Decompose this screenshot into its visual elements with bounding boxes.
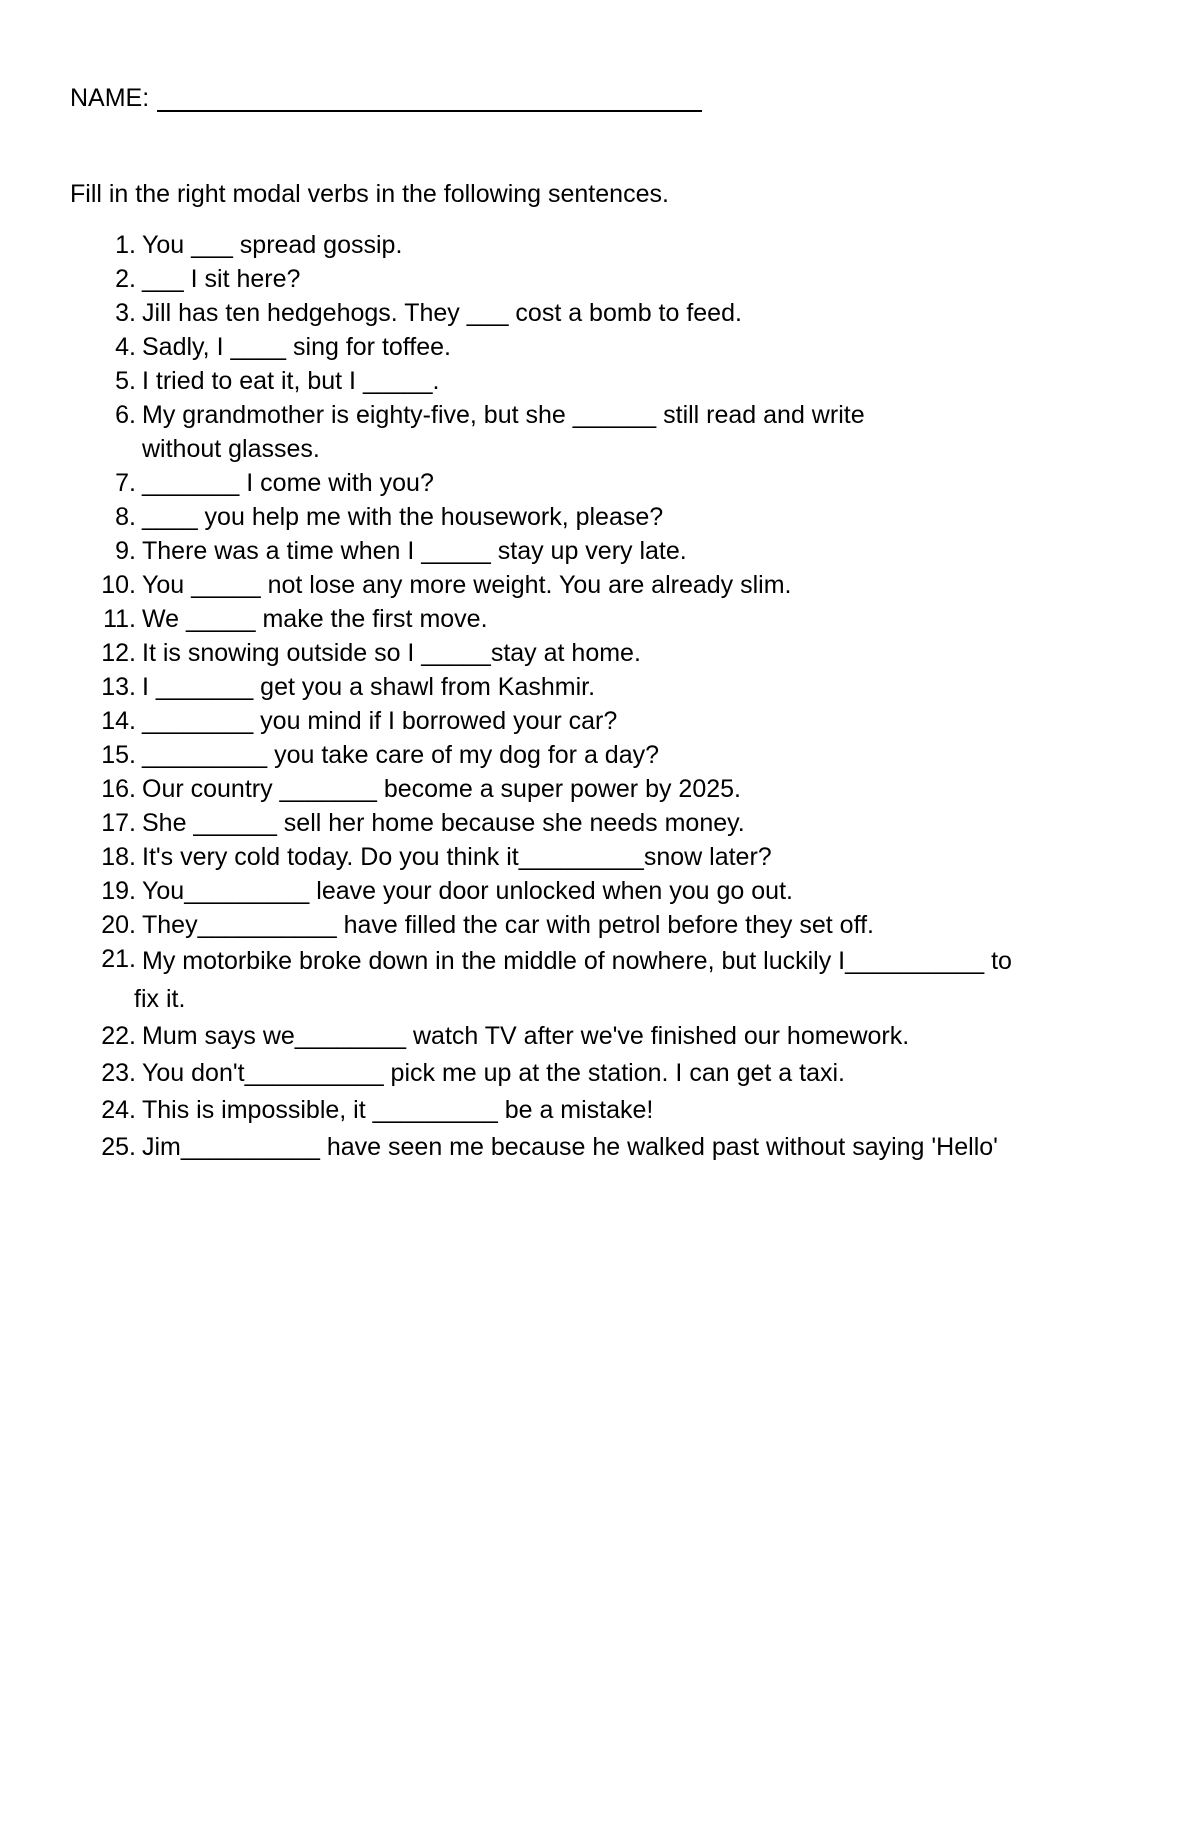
question-number: 20. — [101, 911, 136, 939]
question-number: 18. — [101, 843, 136, 871]
question-number: 2. — [115, 265, 136, 293]
question-number: 7. — [115, 469, 136, 497]
name-row — [70, 82, 702, 114]
question-6 — [70, 398, 1130, 466]
question-7 — [70, 466, 1130, 500]
name-label: NAME: — [70, 84, 150, 112]
question-15 — [70, 738, 1130, 772]
question-text: I tried to eat it, but I _____. — [142, 367, 440, 395]
question-number: 6. — [115, 401, 136, 429]
question-number: 5. — [115, 367, 136, 395]
question-10 — [70, 568, 1130, 602]
question-13 — [70, 670, 1130, 704]
question-text: _________ you take care of my dog for a day? — [142, 741, 660, 769]
question-23 — [70, 1055, 1130, 1092]
question-text: She ______ sell her home because she needs money. — [142, 809, 745, 837]
question-9 — [70, 534, 1130, 568]
question-number: 22. — [101, 1022, 136, 1050]
instructions: Fill in the right modal verbs in the following sentences. — [70, 180, 669, 208]
question-number: 25. — [101, 1133, 136, 1161]
question-text-continued: fix it. — [134, 985, 186, 1013]
question-1 — [70, 228, 1130, 262]
question-number: 1. — [115, 231, 136, 259]
question-text: My grandmother is eighty-five, but she ______ still read and write without glasses. — [142, 401, 865, 463]
question-text: We _____ make the first move. — [142, 605, 488, 633]
question-list — [70, 228, 1130, 1166]
question-number: 16. — [101, 775, 136, 803]
question-8 — [70, 500, 1130, 534]
question-19 — [70, 874, 1130, 908]
question-14 — [70, 704, 1130, 738]
question-text: _______ I come with you? — [142, 469, 434, 497]
question-text: This is impossible, it _________ be a mistake! — [142, 1096, 654, 1124]
question-11 — [70, 602, 1130, 636]
question-number: 10. — [101, 571, 136, 599]
question-text: You don't__________ pick me up at the station. I can get a taxi. — [142, 1059, 845, 1087]
question-text: There was a time when I _____ stay up very late. — [142, 537, 687, 565]
question-text: I _______ get you a shawl from Kashmir. — [142, 673, 596, 701]
question-3 — [70, 296, 1130, 330]
question-text: ____ you help me with the housework, please? — [142, 503, 664, 531]
question-text: You _____ not lose any more weight. You are already slim. — [142, 571, 792, 599]
question-text: My motorbike broke down in the middle of nowhere, but luckily I__________ to — [142, 947, 1012, 975]
question-5 — [70, 364, 1130, 398]
question-text: It's very cold today. Do you think it_________snow later? — [142, 843, 772, 871]
question-text: Jill has ten hedgehogs. They ___ cost a bomb to feed. — [142, 299, 742, 327]
question-text: Sadly, I ____ sing for toffee. — [142, 333, 451, 361]
question-text: It is snowing outside so I _____stay at home. — [142, 639, 641, 667]
question-number: 23. — [101, 1059, 136, 1087]
question-number: 14. — [101, 707, 136, 735]
question-number: 17. — [101, 809, 136, 837]
question-number: 15. — [101, 741, 136, 769]
question-number: 4. — [115, 333, 136, 361]
question-number: 13. — [101, 673, 136, 701]
question-16 — [70, 772, 1130, 806]
question-17 — [70, 806, 1130, 840]
question-22 — [70, 1018, 1130, 1055]
question-20 — [70, 908, 1130, 942]
question-number: 12. — [101, 639, 136, 667]
question-text: They__________ have filled the car with petrol before they set off. — [142, 911, 874, 939]
question-25 — [70, 1129, 1130, 1166]
question-text: Jim__________ have seen me because he walked past without saying 'Hello' — [142, 1133, 998, 1161]
question-18 — [70, 840, 1130, 874]
question-text: You_________ leave your door unlocked when you go out. — [142, 877, 793, 905]
question-text: Our country _______ become a super power by 2025. — [142, 775, 741, 803]
question-number: 3. — [115, 299, 136, 327]
question-text: You ___ spread gossip. — [142, 231, 403, 259]
question-2 — [70, 262, 1130, 296]
question-12 — [70, 636, 1130, 670]
question-text: Mum says we________ watch TV after we've finished our homework. — [142, 1022, 910, 1050]
question-number: 19. — [101, 877, 136, 905]
question-24 — [70, 1092, 1130, 1129]
question-number: 24. — [101, 1096, 136, 1124]
question-4 — [70, 330, 1130, 364]
question-number: 9. — [115, 537, 136, 565]
name-blank-line — [157, 110, 702, 112]
question-text: ________ you mind if I borrowed your car? — [142, 707, 618, 735]
question-number: 8. — [115, 503, 136, 531]
question-number: 21. — [101, 945, 136, 973]
question-text: ___ I sit here? — [142, 265, 301, 293]
question-21 — [70, 942, 1130, 1018]
question-number: 11. — [103, 605, 136, 633]
